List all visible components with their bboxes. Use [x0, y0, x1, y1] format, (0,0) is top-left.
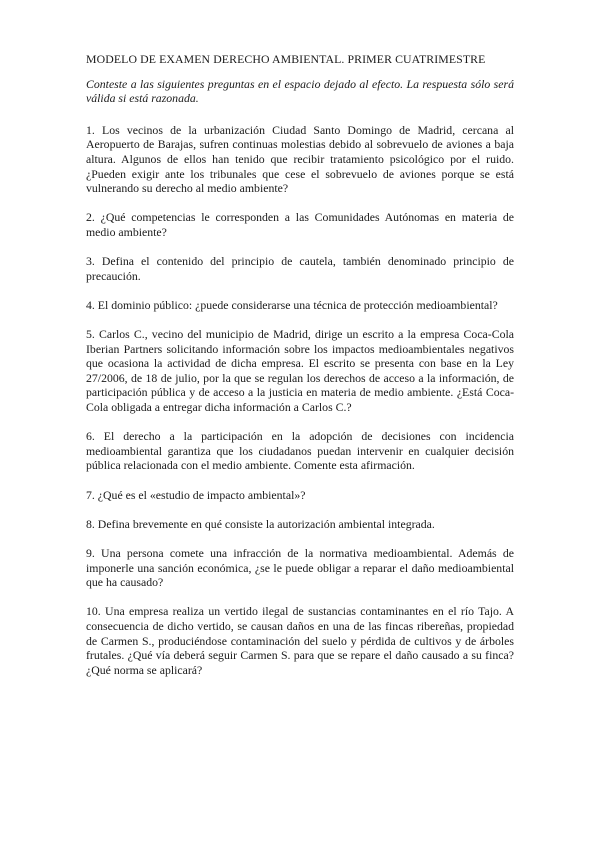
question-5: 5. Carlos C., vecino del municipio de Madrid, dirige un escrito a la empresa Coca-Cola Iberian Partners solicitando información sobre los impactos medioambientales negativos que ocasiona la actividad de dicha empresa. El escrito se presenta con base en la Ley 27/2006, de 18 de julio, por la que se regulan los derechos de acceso a la información, de participación pública y de acceso a la justicia en materia de medio ambiente. ¿Está Coca-Cola obligada a entregar dicha información a Carlos C.?	[86, 327, 514, 415]
question-2: 2. ¿Qué competencias le corresponden a las Comunidades Autónomas en materia de medio ambiente?	[86, 210, 514, 239]
question-7: 7. ¿Qué es el «estudio de impacto ambiental»?	[86, 487, 306, 502]
exam-title: MODELO DE EXAMEN DERECHO AMBIENTAL. PRIMER CUATRIMESTRE	[86, 52, 486, 66]
exam-page	[86, 52, 514, 692]
question-1: 1. Los vecinos de la urbanización Ciudad Santo Domingo de Madrid, cercana al Aeropuerto de Barajas, sufren continuas molestias debido al sobrevuelo de aviones a baja altura. Algunos de ellos han tenido que recibir tratamiento psicológico por el ruido. ¿Pueden exigir ante los tribunales que cese el sobrevuelo de aviones porque se está vulnerando su derecho al medio ambiente?	[86, 122, 514, 196]
question-list	[86, 123, 514, 678]
question-10: 10. Una empresa realiza un vertido ilegal de sustancias contaminantes en el río Tajo. A consecuencia de dicho vertido, se causan daños en una de las fincas ribereñas, propiedad de Carmen S., produciéndose contaminación del suelo y pérdida de cultivos y de árboles frutales. ¿Qué vía deberá seguir Carmen S. para que se repare el daño causado a su finca? ¿Qué norma se aplicará?	[86, 604, 514, 677]
question-6: 6. El derecho a la participación en la adopción de decisiones con incidencia medioambiental garantiza que los ciudadanos puedan intervenir en cualquier decisión pública relacionada con el medio ambiente. Comente esta afirmación.	[86, 429, 514, 473]
question-4: 4. El dominio público: ¿puede considerarse una técnica de protección medioambiental?	[86, 297, 498, 312]
question-9: 9. Una persona comete una infracción de la normativa medioambiental. Además de imponerle una sanción económica, ¿se le puede obligar a reparar el daño medioambiental que ha causado?	[86, 546, 514, 590]
question-3: 3. Defina el contenido del principio de cautela, también denominado principio de precaución.	[86, 254, 514, 283]
exam-instructions: Conteste a las siguientes preguntas en el espacio dejado al efecto. La respuesta sólo será válida si está razonada.	[86, 76, 514, 106]
question-8: 8. Defina brevemente en qué consiste la autorización ambiental integrada.	[86, 516, 435, 531]
